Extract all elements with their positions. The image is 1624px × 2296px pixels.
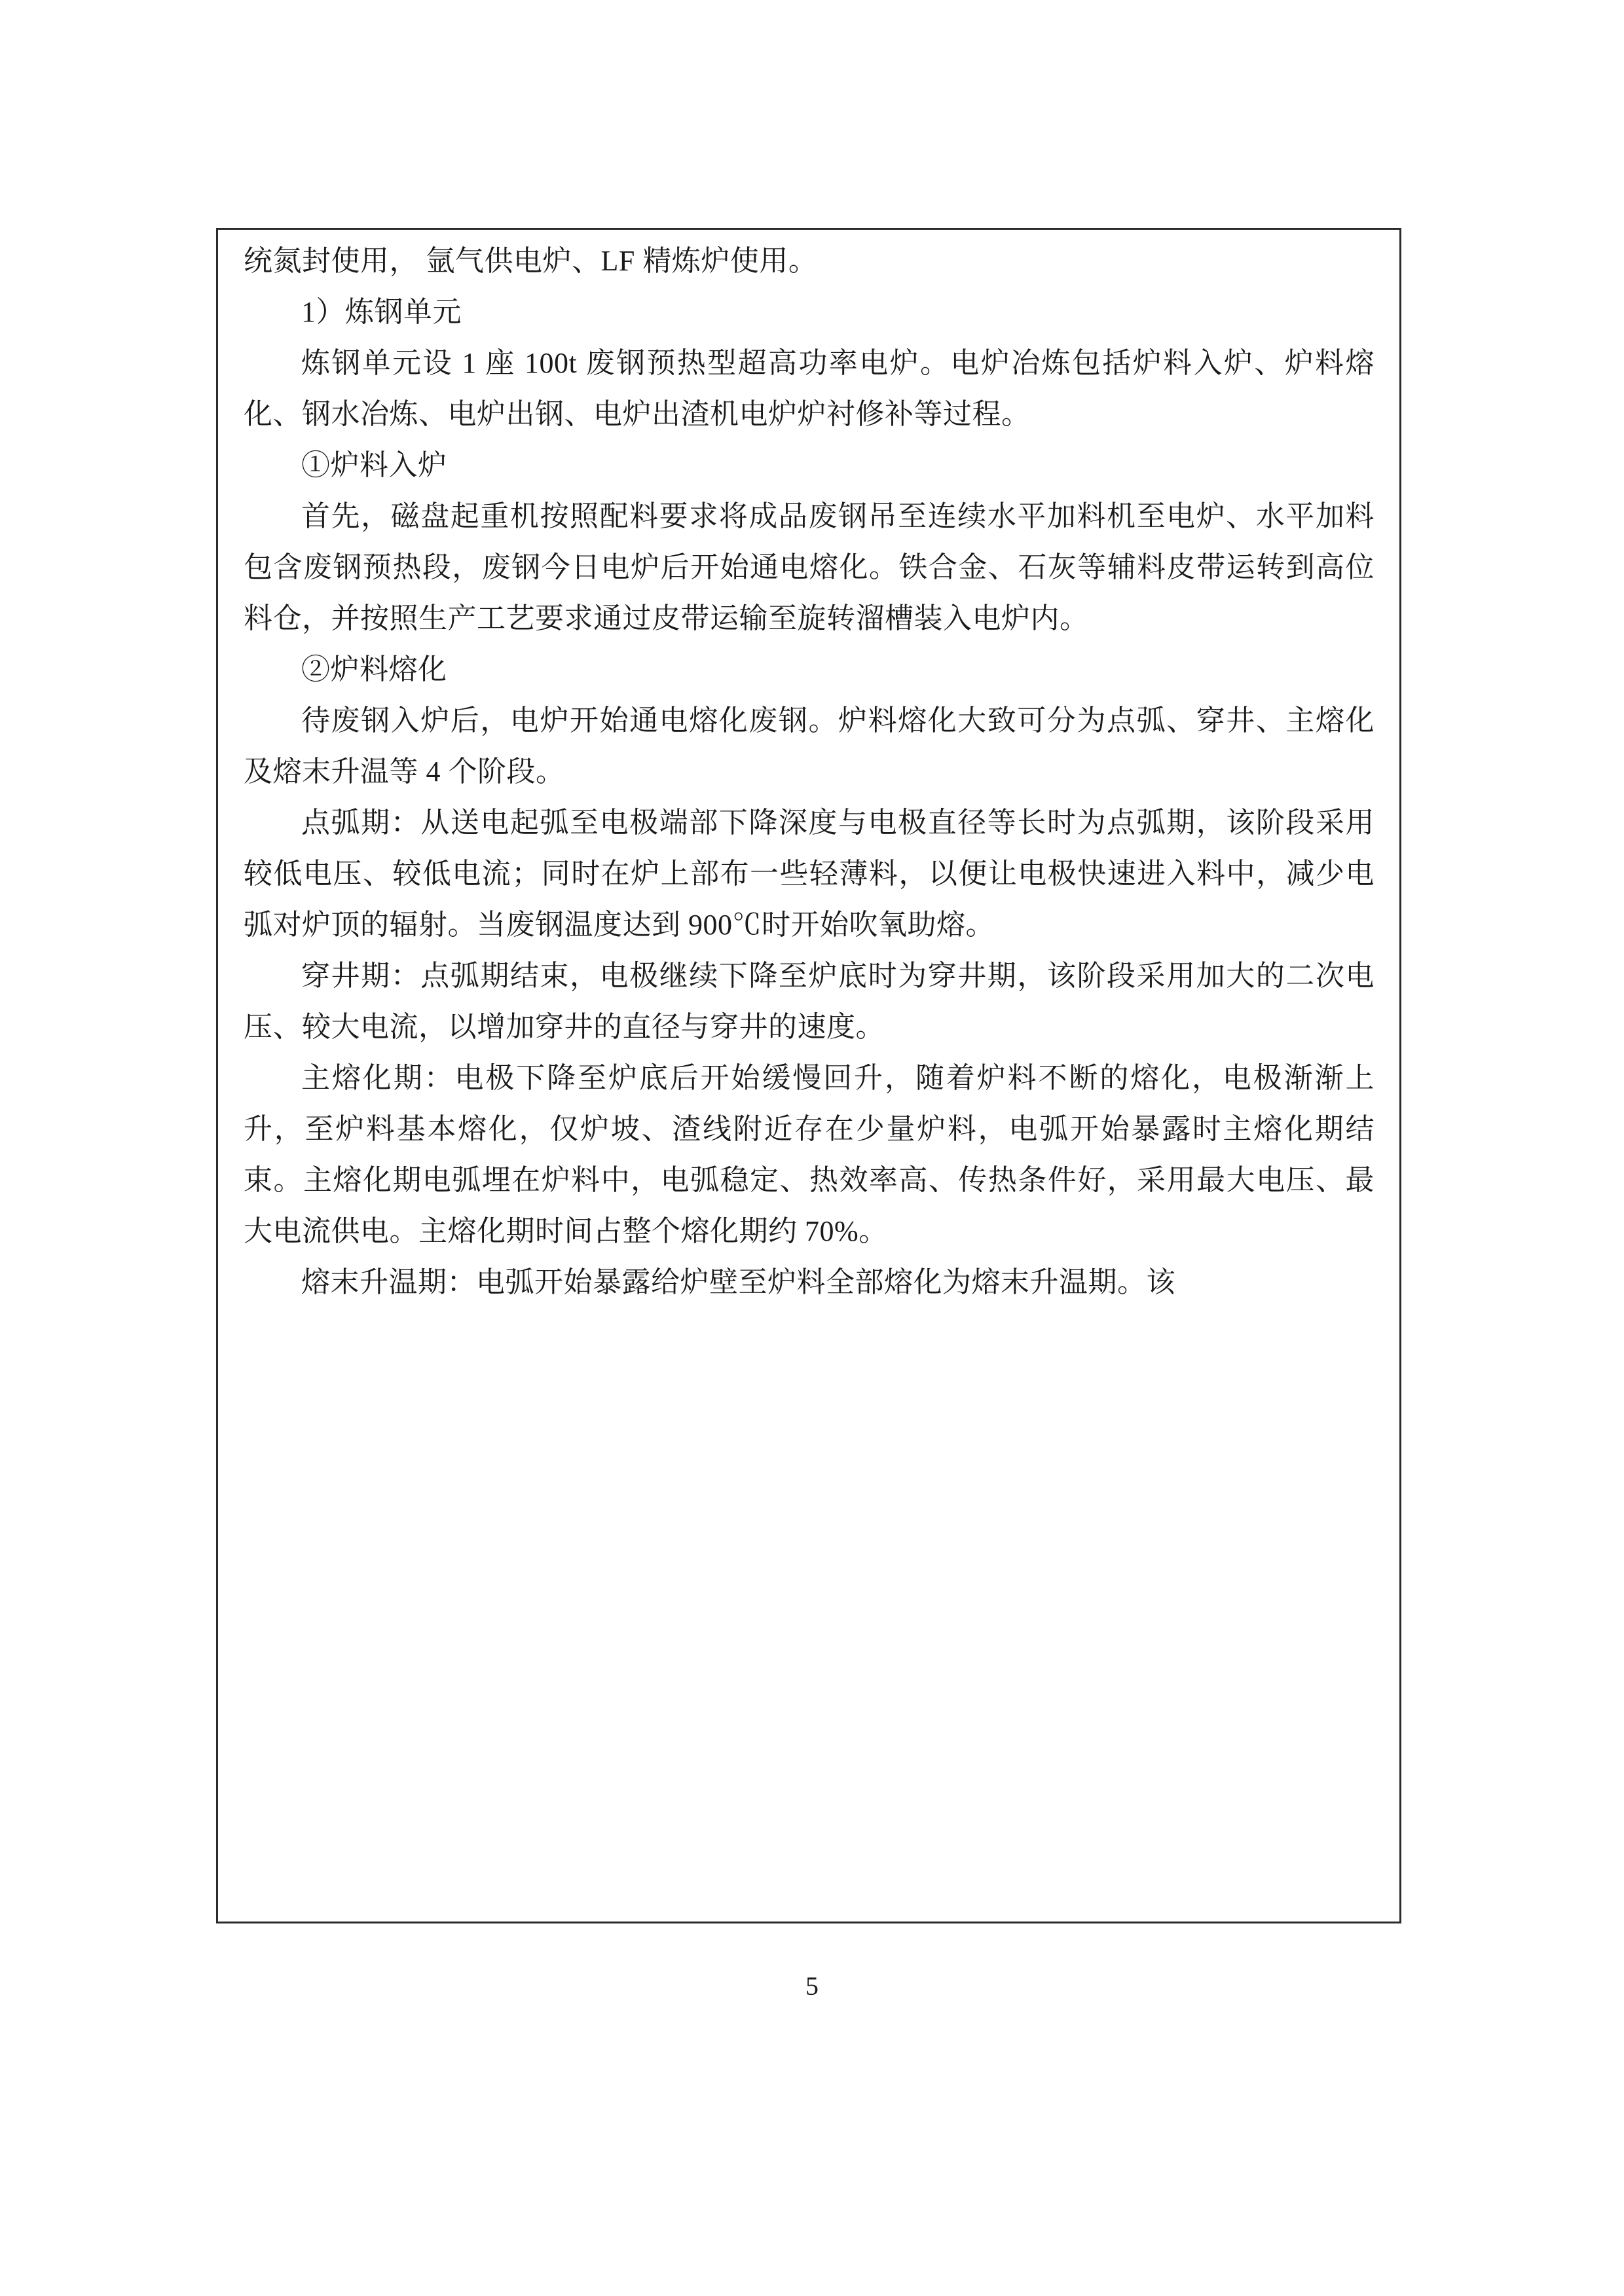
paragraph-arc-ignition-stage: 点弧期：从送电起弧至电极端部下降深度与电极直径等长时为点弧期，该阶段采用较低电压、较低电流；同时在炉上部布一些轻薄料，以便让电极快速进入料中，减少电弧对炉顶的辐射。当废钢温度达到 900℃时开始吹氧助熔。 [244,807,1375,941]
paragraph-charge-into-furnace: 首先，磁盘起重机按照配料要求将成品废钢吊至连续水平加料机至电炉、水平加料包含废钢预热段，废钢今日电炉后开始通电熔化。铁合金、石灰等辅料皮带运转到高位料仓，并按照生产工艺要求通过皮带运输至旋转溜槽装入电炉内。 [244,500,1375,634]
paragraph-charge-melting: 待废钢入炉后，电炉开始通电熔化废钢。炉料熔化大致可分为点弧、穿井、主熔化及熔末升温等 4 个阶段。 [244,704,1375,788]
document-text-body [228,236,1390,1308]
page-number: 5 [805,1971,819,2001]
heading-charge-melting: ②炉料熔化 [301,653,447,685]
paragraph-final-heating-stage: 熔末升温期：电弧开始暴露给炉壁至炉料全部熔化为熔末升温期。该 [301,1266,1175,1298]
paragraph-continued-line: 统氮封使用， 氩气供电炉、LF 精炼炉使用。 [244,245,818,277]
paragraph-main-melting-stage: 主熔化期：电极下降至炉底后开始缓慢回升，随着炉料不断的熔化，电极渐渐上升，至炉料基本熔化，仅炉坡、渣线附近存在少量炉料，电弧开始暴露时主熔化期结束。主熔化期电弧埋在炉料中，电弧稳定、热效率高、传热条件好，采用最大电压、最大电流供电。主熔化期时间占整个熔化期约 70%。 [244,1062,1375,1247]
paragraph-steelmaking-overview: 炼钢单元设 1 座 100t 废钢预热型超高功率电炉。电炉冶炼包括炉料入炉、炉料熔化、钢水冶炼、电炉出钢、电炉出渣机电炉炉衬修补等过程。 [244,347,1375,430]
paragraph-boring-stage: 穿井期：点弧期结束，电极继续下降至炉底时为穿井期，该阶段采用加大的二次电压、较大电流，以增加穿井的直径与穿井的速度。 [244,960,1375,1043]
heading-charge-into-furnace: ①炉料入炉 [301,449,447,481]
heading-steelmaking-unit: 1）炼钢单元 [301,296,462,328]
